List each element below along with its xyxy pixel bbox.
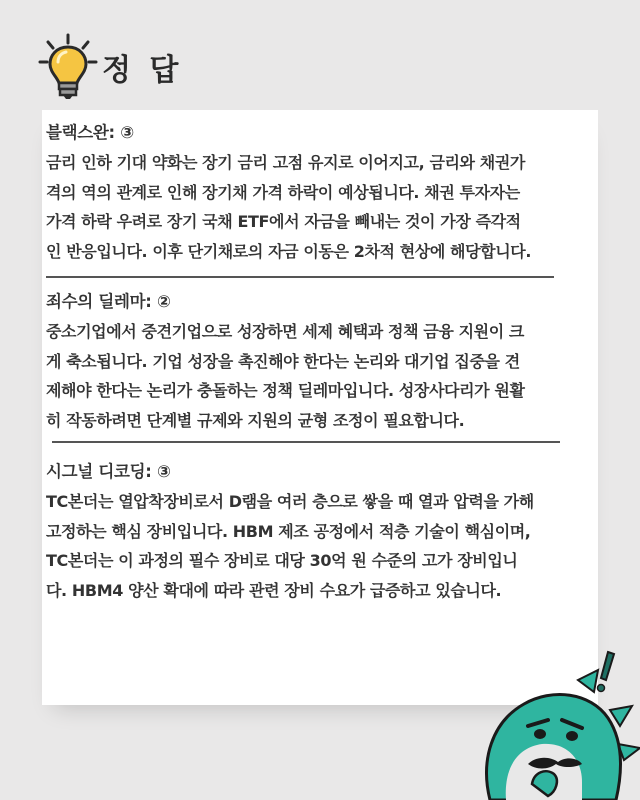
lightbulb-icon	[38, 32, 98, 102]
answer-title-1: 블랙스완: ③	[46, 123, 134, 142]
answer-body-2: 중소기업에서 중견기업으로 성장하면 세제 혜택과 정책 금융 지원이 크 게 축소됩니다. 기업 성장을 촉진해야 한다는 논리와 대기업 집중을 견 제해야 한다는 논리가 충돌하는 정책 딜레마입니다. 성장사다리가 원활 히 작동하려면 단계별 규제와 지원의 균형 조정이 필요합니다.	[46, 322, 525, 430]
divider-2	[52, 441, 560, 443]
header	[38, 32, 182, 102]
answer-card	[42, 110, 598, 705]
answer-body-1: 금리 인하 기대 약화는 장기 금리 고점 유지로 이어지고, 금리와 채권가 격의 역의 관계로 인해 장기채 가격 하락이 예상됩니다. 채권 투자자는 가격 하락 우려로 장기 국채 ETF에서 자금을 빼내는 것이 가장 즉각적 인 반응입니다. 이후 단기채로의 자금 이동은 2차적 현상에 해당합니다.	[46, 153, 532, 261]
dinosaur-mascot-image	[470, 640, 640, 800]
divider-1	[46, 276, 554, 278]
answer-section-3	[46, 457, 594, 605]
answer-section-1	[46, 118, 594, 266]
answer-title-2: 죄수의 딜레마: ②	[46, 292, 171, 311]
answer-title-3: 시그널 디코딩: ③	[46, 462, 171, 481]
answer-section-2	[46, 287, 594, 435]
page-title: 정 답	[102, 53, 183, 88]
answer-body-3: TC본더는 열압착장비로서 D램을 여러 층으로 쌓을 때 열과 압력을 가해 고정하는 핵심 장비입니다. HBM 제조 공정에서 적층 기술이 핵심이며, TC본더는 이 과정의 필수 장비로 대당 30억 원 수준의 고가 장비입니 다. HBM4 양산 확대에 따라 관련 장비 수요가 급증하고 있습니다.	[46, 492, 534, 600]
